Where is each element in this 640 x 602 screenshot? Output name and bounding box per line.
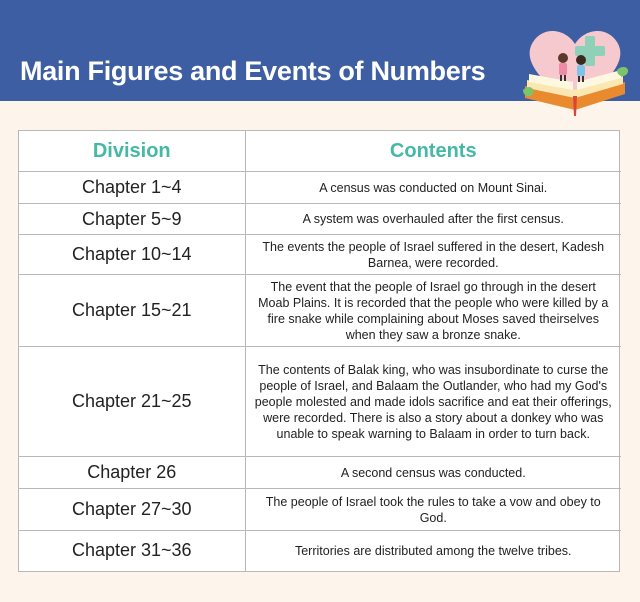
division-cell: Chapter 15~21 xyxy=(19,275,245,347)
contents-cell: The event that the people of Israel go through in the desert Moab Plains. It is recorded that the people who were killed by a fire snake while complaining about Moses saved theirselves when they saw a bronze snake. xyxy=(245,275,621,347)
contents-column-header: Contents xyxy=(245,131,621,172)
table-row xyxy=(19,235,621,275)
division-cell: Chapter 5~9 xyxy=(19,204,245,235)
division-cell: Chapter 10~14 xyxy=(19,235,245,275)
division-cell: Chapter 27~30 xyxy=(19,489,245,531)
table-row xyxy=(19,347,621,457)
contents-cell: The people of Israel took the rules to take a vow and obey to God. xyxy=(245,489,621,531)
contents-cell: Territories are distributed among the twelve tribes. xyxy=(245,531,621,571)
page-title: Main Figures and Events of Numbers xyxy=(20,56,486,86)
table-row xyxy=(19,489,621,531)
division-cell: Chapter 26 xyxy=(19,457,245,489)
contents-cell: The contents of Balak king, who was insubordinate to curse the people of Israel, and Balaam the Outlander, who had my God's people molested and made idols sacrifice and eat their offerings, were recorded. There is also a story about a donkey who was unable to speak warning to Balaam in order to turn back. xyxy=(245,347,621,457)
table-header-row xyxy=(19,131,621,172)
table-row xyxy=(19,275,621,347)
division-cell: Chapter 31~36 xyxy=(19,531,245,571)
contents-cell: A census was conducted on Mount Sinai. xyxy=(245,172,621,204)
table-row xyxy=(19,457,621,489)
table-row xyxy=(19,172,621,204)
contents-cell: A second census was conducted. xyxy=(245,457,621,489)
table-row xyxy=(19,204,621,235)
division-cell: Chapter 21~25 xyxy=(19,347,245,457)
division-cell: Chapter 1~4 xyxy=(19,172,245,204)
numbers-summary-table xyxy=(18,130,620,572)
division-column-header: Division xyxy=(19,131,245,172)
table-row xyxy=(19,531,621,571)
children-on-open-book-illustration xyxy=(515,18,635,118)
contents-cell: A system was overhauled after the first census. xyxy=(245,204,621,235)
contents-cell: The events the people of Israel suffered in the desert, Kadesh Barnea, were recorded. xyxy=(245,235,621,275)
